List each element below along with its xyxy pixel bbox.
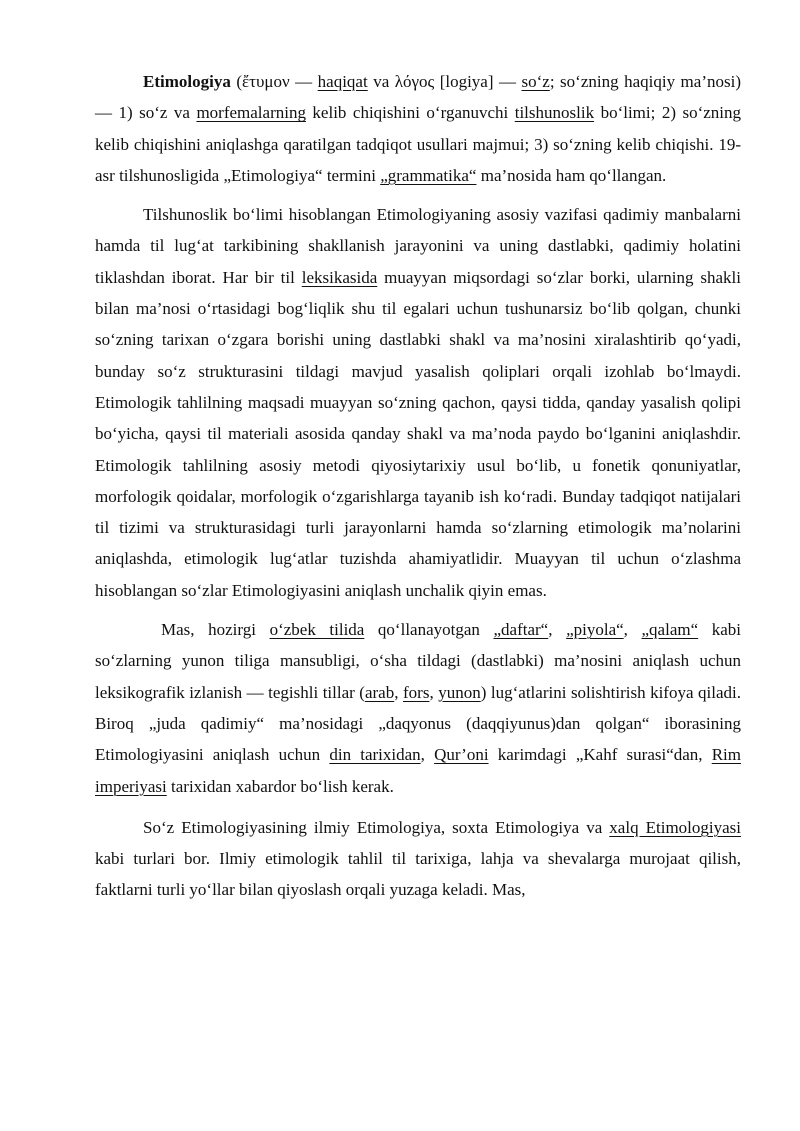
link-yunon[interactable]: yunon — [438, 682, 481, 702]
paragraph-types — [95, 812, 741, 906]
text: karimdagi „Kahf surasi“dan, — [488, 745, 712, 765]
link-soz[interactable]: so‘z — [521, 72, 550, 91]
term-heading: Etimologiya — [143, 72, 231, 91]
text: , — [420, 745, 435, 765]
text: , — [429, 682, 439, 702]
text: va λόγος [logiya] — — [367, 72, 522, 91]
link-ozbek-tilida[interactable]: o‘zbek tilida — [269, 620, 365, 640]
text: bo‘limi; 2) so‘zning kelib chiqishini aniqlashga qaratilgan tadqiqot usullari majmui; 3) so‘zning kelib chiqishi. 19-asr tilshunosligida „Etimologiya“ termini — [95, 103, 742, 185]
link-xalq-etimologiyasi[interactable]: xalq Etimologiyasi — [609, 817, 742, 837]
paragraph-tasks — [95, 199, 741, 606]
text: ma’nosida ham qo‘llangan. — [476, 165, 667, 185]
text: , — [394, 682, 403, 702]
text: (ἔτυμον — — [230, 72, 318, 91]
paragraph-definition — [95, 66, 741, 191]
text: Tilshunoslik bo‘limi hisoblangan Etimologiyaning asosiy vazifasi qadimiy manbalarni hamda til lug‘at tarkibining shakllanish jarayonini va uning dastlabki, qadimiy holatini tiklashdan iborat. Har bir til — [95, 205, 741, 287]
text: , — [623, 620, 642, 640]
link-rim-imperiyasi[interactable]: Rim imperiyasi — [95, 745, 742, 796]
text: kabi turlari bor. Ilmiy etimologik tahlil til tarixiga, lahja va shevalarga murojaat qilish, faktlarni turli yo‘llar bilan qiyoslash orqali yuzaga keladi. Mas, — [95, 849, 741, 900]
text: muayyan miqsordagi so‘zlar borki, ularning shakli bilan ma’nosi o‘rtasidagi bog‘liqlik shu til egalari uchun tushunarsiz bo‘lib qolgan, chunki so‘zning tarixan o‘zgara borishi uning dastlabki shakl va ma’nosini xiralashtirib qo‘yadi, bunday so‘z strukturasini tildagi mavjud yasalish qoliplari orqali izohlab bo‘lmaydi. Etimologik tahlilning maqsadi muayyan so‘zning qachon, qaysi tidda, qanday yasalish qolipi bo‘yicha, qaysi til materiali asosida qanday shakl va ma’noda paydo bo‘lganini aniqlashdir. Etimologik tahlilning asosiy metodi qiyosiytarixiy usul bo‘lib, u fonetik qonuniyatlar, morfologik qoidalar, morfologik o‘zgarishlarga tayanib ish ko‘radi. Bunday tadqiqot natijalari til tizimi va strukturasidagi turli jarayonlarni hamda so‘zlarning etimologik ma’nolarini aniqlashda, etimologik lug‘atlar tuzishda ahamiyatlidir. Muayyan til uchun o‘zlashma hisoblangan so‘zlar Etimologiyasini aniqlash unchalik qiyin emas. — [95, 267, 741, 600]
text: ) lug‘atlarini solishtirish kifoya qiladi. Biroq „juda qadimiy“ ma’nosidagi „daqyonus (daqqiyunus)dan qolgan“ iborasining Etimologiyasini aniqlash uchun — [95, 682, 741, 765]
link-daftar[interactable]: „daftar“ — [493, 620, 549, 640]
link-quroni[interactable]: Qur’oni — [434, 745, 489, 765]
text: So‘z Etimologiyasining ilmiy Etimologiya, soxta Etimologiya va — [143, 817, 610, 837]
paragraph-example — [95, 614, 741, 802]
link-tilshunoslik[interactable]: tilshunoslik — [514, 103, 595, 123]
link-morfemalarning[interactable]: morfemalarning — [196, 103, 306, 123]
link-qalam[interactable]: „qalam“ — [641, 620, 699, 640]
text: qo‘llanayotgan — [364, 620, 494, 640]
link-din-tarixidan[interactable]: din tarixidan — [329, 745, 421, 765]
text: kabi so‘zlarning yunon tiliga mansubligi, o‘sha tildagi (dastlabki) ma’nosini aniqlash uchun leksikografik izlanish — tegishli tillar ( — [95, 620, 742, 702]
text: kelib chiqishini o‘rganuvchi — [305, 103, 515, 123]
text: , — [548, 620, 567, 640]
link-fors[interactable]: fors — [403, 682, 430, 702]
link-haqiqat[interactable]: haqiqat — [317, 72, 368, 91]
text: ; so‘zning haqiqiy ma’nosi) — 1) so‘z va — [95, 72, 741, 123]
link-leksikasida[interactable]: leksikasida — [301, 267, 378, 287]
link-grammatika[interactable]: „grammatika“ — [380, 165, 477, 185]
text: tarixidan xabardor bo‘lish kerak. — [166, 776, 394, 796]
document-page — [95, 66, 741, 906]
link-piyola[interactable]: „piyola“ — [566, 620, 624, 640]
text: Mas, hozirgi — [161, 620, 270, 640]
link-arab[interactable]: arab — [364, 682, 395, 702]
